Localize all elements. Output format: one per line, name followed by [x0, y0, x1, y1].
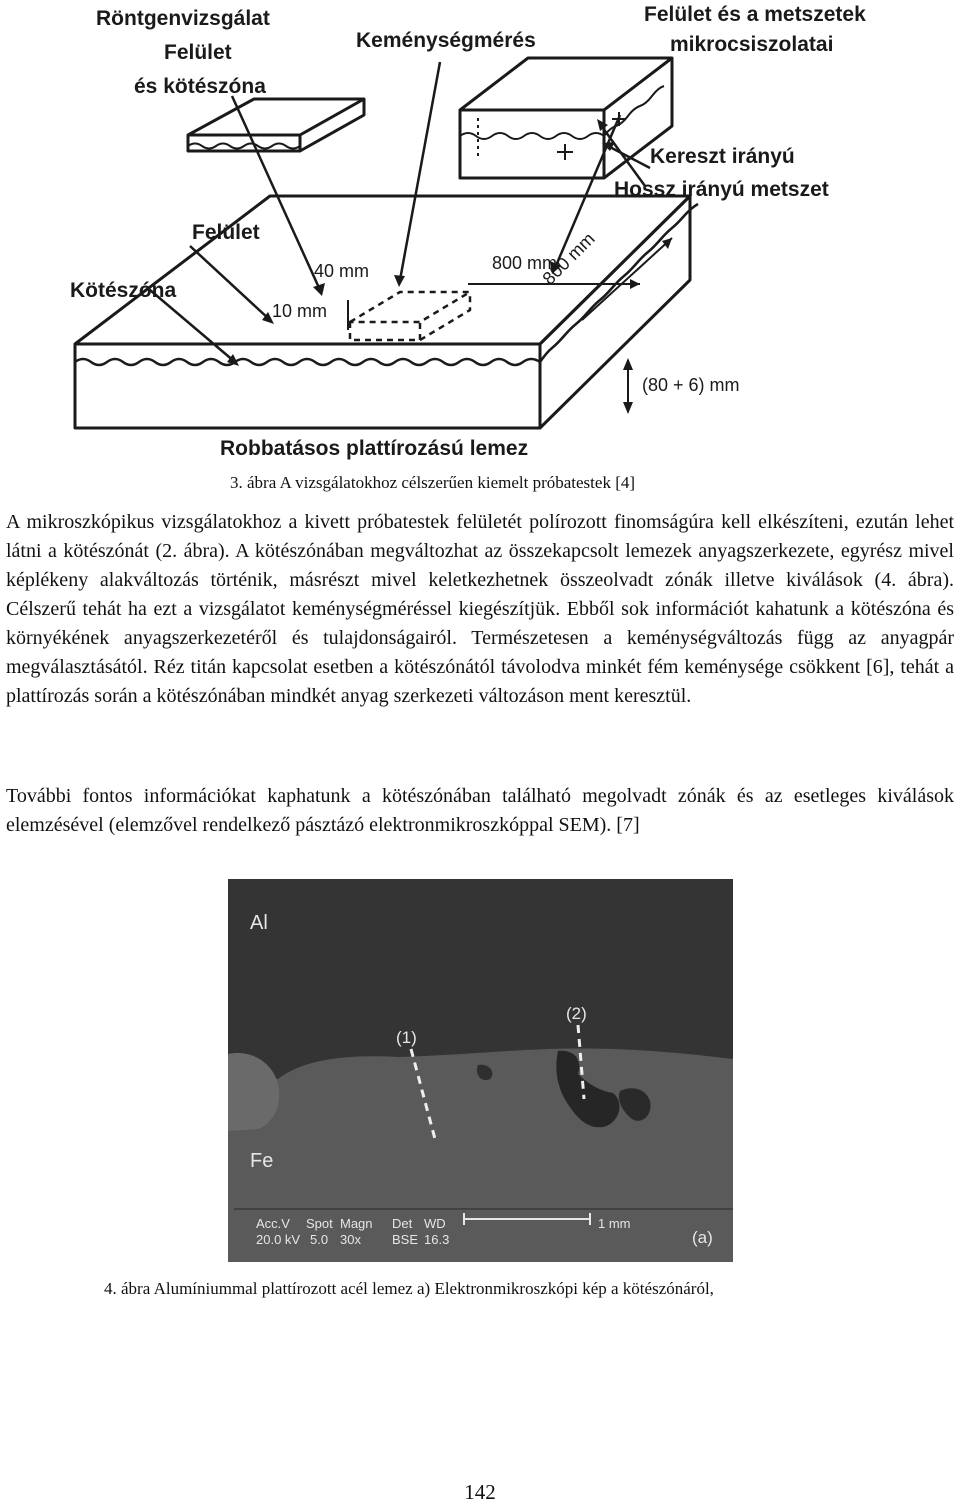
label-kemenysegmeres: Keménységmérés: [356, 29, 536, 52]
figure-4-caption: 4. ábra Alumíniummal plattírozott acél lemez a) Elektronmikroszkópi kép a kötészónáról,: [104, 1279, 714, 1298]
dimension-40mm: 40 mm: [314, 261, 370, 281]
info-det-value: BSE: [392, 1232, 419, 1247]
figure-3: [0, 0, 960, 460]
scale-bar-label: 1 mm: [598, 1216, 631, 1231]
marker-2: (2): [566, 1004, 587, 1023]
figure-3-caption: 3. ábra A vizsgálatokhoz célszerűen kiemelt próbatestek [4]: [230, 473, 636, 492]
label-felulet: Felület: [192, 221, 260, 244]
info-spot-value: 5.0: [310, 1232, 329, 1247]
dimension-thickness: (80 + 6) mm: [642, 375, 740, 395]
label-felulet-kotes-line1: Felület: [164, 41, 232, 64]
label-kereszt-iranyu: Kereszt irányú: [650, 145, 795, 168]
panel-label: (a): [692, 1228, 713, 1247]
paragraph-2: További fontos információkat kaphatunk a kötészónában található megolvadt zónák és az esetleges kiválások elemzésével (elemzővel rendelkező pásztázó elektronmikroszkóppal SEM). [7]: [6, 785, 954, 836]
label-al: Al: [250, 912, 268, 934]
info-wd-value: 16.3: [424, 1232, 450, 1247]
sem-image: [228, 879, 733, 1262]
label-robbatasos-lemez: Robbatásos plattírozású lemez: [220, 437, 529, 460]
label-hossz-iranyu-metszet: Hossz irányú metszet: [614, 178, 829, 201]
sem-micrograph: [228, 879, 733, 1262]
dimension-800mm-width: 800 mm: [538, 228, 599, 289]
info-det-label: Det: [392, 1216, 413, 1231]
info-wd-label: WD: [424, 1216, 446, 1231]
page-number: 142: [464, 1480, 496, 1504]
marker-1: (1): [396, 1028, 417, 1047]
dimension-10mm: 10 mm: [272, 301, 328, 321]
info-magn-label: Magn: [340, 1216, 373, 1231]
plate-schematic: [0, 0, 960, 460]
paragraph-1: A mikroszkópikus vizsgálatokhoz a kivett próbatestek felületét polírozott finomságúra kell elkészíteni, ezután lehet látni a kötészónát (2. ábra). A kötészónában megváltozhat az összekapcsolt lemezek anyagszerkezete, egyrész mivel képlékeny alakváltozás történik, másrészt mivel keletkezhetnek összeolvadt zónák illetve kiválások (4. ábra). Célszerű tehát ha ezt a vizsgálatot keménységméréssel kiegészítjük. Ebből sok információt kahatunk a kötészóna és környékének anyagszerkezetéről és tulajdonságairól. Természetesen a keménységváltozás függ az anyagpár megválasztásától. Réz titán kapcsolat esetben a kötészónától távolodva minkét fém keménysége csökkent [6], tehát a plattírozás során a kötészónában mindkét anyag szerkezeti változáson ment keresztül.: [6, 511, 954, 707]
info-accv-label: Acc.V: [256, 1216, 290, 1231]
dimension-800mm-length: 800 mm: [492, 253, 558, 273]
label-rontgenvizsgalat: Röntgenvizsgálat: [96, 7, 270, 30]
info-accv-value: 20.0 kV: [256, 1232, 301, 1247]
info-spot-label: Spot: [306, 1216, 333, 1231]
label-fe: Fe: [250, 1150, 274, 1172]
info-magn-value: 30x: [340, 1232, 361, 1247]
label-felulet-metszet-line2: mikrocsiszolatai: [670, 33, 834, 56]
label-felulet-metszet-line1: Felület és a metszetek: [644, 3, 866, 26]
label-koteszona: Kötészóna: [70, 279, 177, 302]
label-felulet-kotes-line2: és kötészóna: [134, 75, 266, 98]
